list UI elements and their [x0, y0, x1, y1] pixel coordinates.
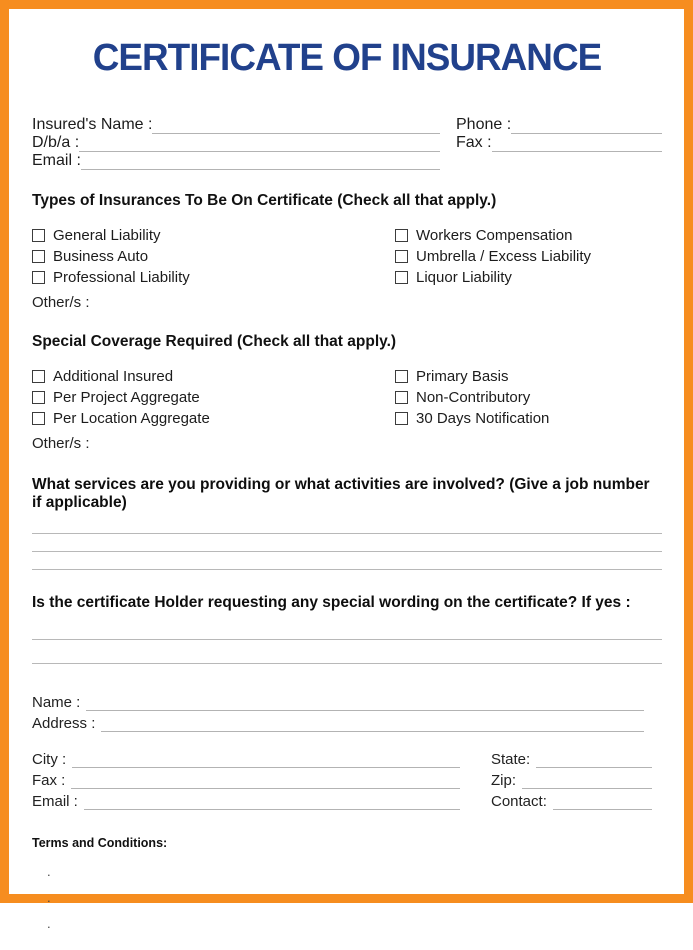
general-liability-label: General Liability — [53, 227, 161, 244]
non-contributory-checkbox[interactable] — [395, 391, 408, 404]
zip-field[interactable] — [522, 773, 652, 789]
business-auto-checkbox[interactable] — [32, 250, 45, 263]
special-coverage-heading: Special Coverage Required (Check all that apply.) — [32, 333, 397, 350]
per-location-aggregate-checkbox[interactable] — [32, 412, 45, 425]
city-field[interactable] — [72, 752, 460, 768]
general-liability-checkbox[interactable] — [32, 229, 45, 242]
insured-name-field[interactable] — [152, 118, 440, 134]
state-label: State: — [491, 751, 531, 768]
per-project-aggregate-checkbox[interactable] — [32, 391, 45, 404]
per-location-aggregate-label: Per Location Aggregate — [53, 410, 210, 427]
per-project-aggregate-label: Per Project Aggregate — [53, 389, 200, 406]
services-question: What services are you providing or what activities are involved? (Give a job number if applicable) — [32, 476, 650, 511]
terms-heading: Terms and Conditions: — [32, 836, 168, 850]
services-answer-lines — [32, 516, 662, 570]
checkbox-row-workers-compensation[interactable] — [395, 225, 662, 246]
page-title: CERTIFICATE OF INSURANCE — [92, 37, 602, 79]
thirty-days-notification-label: 30 Days Notification — [416, 410, 550, 427]
professional-liability-checkbox[interactable] — [32, 271, 45, 284]
terms-bullets — [47, 862, 662, 940]
checkbox-row-liquor-liability[interactable] — [395, 267, 662, 288]
primary-basis-checkbox[interactable] — [395, 370, 408, 383]
special-coverage-checkbox-grid — [32, 366, 662, 452]
fax2-field[interactable] — [71, 773, 460, 789]
liquor-liability-checkbox[interactable] — [395, 271, 408, 284]
terms-bullet-1: . — [47, 864, 51, 879]
phone-field[interactable] — [511, 118, 662, 134]
liquor-liability-label: Liquor Liability — [416, 269, 512, 286]
checkbox-row-non-contributory[interactable] — [395, 387, 662, 408]
checkbox-row-business-auto[interactable] — [32, 246, 395, 267]
address-label: Address : — [32, 715, 96, 732]
contact-section — [32, 690, 662, 810]
special-wording-question: Is the certificate Holder requesting any special wording on the certificate? If yes : — [32, 594, 631, 611]
checkbox-row-additional-insured[interactable] — [32, 366, 395, 387]
top-fields-section — [32, 116, 662, 170]
name-label: Name : — [32, 694, 81, 711]
checkbox-row-general-liability[interactable] — [32, 225, 395, 246]
insurance-types-checkbox-grid — [32, 225, 662, 311]
umbrella-excess-liability-label: Umbrella / Excess Liability — [416, 248, 592, 265]
special-wording-answer-line-1[interactable] — [32, 616, 662, 640]
email-label: Email : — [32, 152, 81, 169]
address-field[interactable] — [101, 716, 644, 732]
services-answer-line-1[interactable] — [32, 516, 662, 534]
special-wording-answer-lines — [32, 616, 662, 664]
checkbox-row-primary-basis[interactable] — [395, 366, 662, 387]
special-wording-answer-line-2[interactable] — [32, 640, 662, 664]
terms-bullet-3: . — [47, 916, 51, 931]
email2-field[interactable] — [84, 794, 460, 810]
thirty-days-notification-checkbox[interactable] — [395, 412, 408, 425]
name-field[interactable] — [86, 695, 644, 711]
zip-label: Zip: — [491, 772, 517, 789]
phone-label: Phone : — [456, 116, 512, 133]
checkbox-row-professional-liability[interactable] — [32, 267, 395, 288]
additional-insured-label: Additional Insured — [53, 368, 174, 385]
contact-field[interactable] — [553, 794, 652, 810]
primary-basis-label: Primary Basis — [416, 368, 509, 385]
professional-liability-label: Professional Liability — [53, 269, 190, 286]
fax-field[interactable] — [492, 136, 662, 152]
insured-name-label: Insured's Name : — [32, 116, 153, 133]
workers-compensation-label: Workers Compensation — [416, 227, 573, 244]
checkbox-row-per-project-aggregate[interactable] — [32, 387, 395, 408]
checkbox-row-per-location-aggregate[interactable] — [32, 408, 395, 429]
insurance-types-others-label[interactable]: Other/s : — [32, 294, 90, 311]
insurance-types-heading: Types of Insurances To Be On Certificate (Check all that apply.) — [32, 192, 497, 209]
dba-label: D/b/a : — [32, 134, 80, 151]
non-contributory-label: Non-Contributory — [416, 389, 531, 406]
umbrella-excess-liability-checkbox[interactable] — [395, 250, 408, 263]
email2-label: Email : — [32, 793, 78, 810]
checkbox-row-30-days-notification[interactable] — [395, 408, 662, 429]
additional-insured-checkbox[interactable] — [32, 370, 45, 383]
workers-compensation-checkbox[interactable] — [395, 229, 408, 242]
business-auto-label: Business Auto — [53, 248, 149, 265]
contact-label: Contact: — [491, 793, 547, 810]
checkbox-row-umbrella-excess-liability[interactable] — [395, 246, 662, 267]
services-answer-line-2[interactable] — [32, 534, 662, 552]
city-label: City : — [32, 751, 67, 768]
state-field[interactable] — [536, 752, 652, 768]
services-answer-line-3[interactable] — [32, 552, 662, 570]
email-field[interactable] — [81, 154, 440, 170]
fax2-label: Fax : — [32, 772, 66, 789]
special-coverage-others-label[interactable]: Other/s : — [32, 435, 90, 452]
dba-field[interactable] — [79, 136, 440, 152]
terms-bullet-2: . — [47, 890, 51, 905]
fax-label: Fax : — [456, 134, 492, 151]
